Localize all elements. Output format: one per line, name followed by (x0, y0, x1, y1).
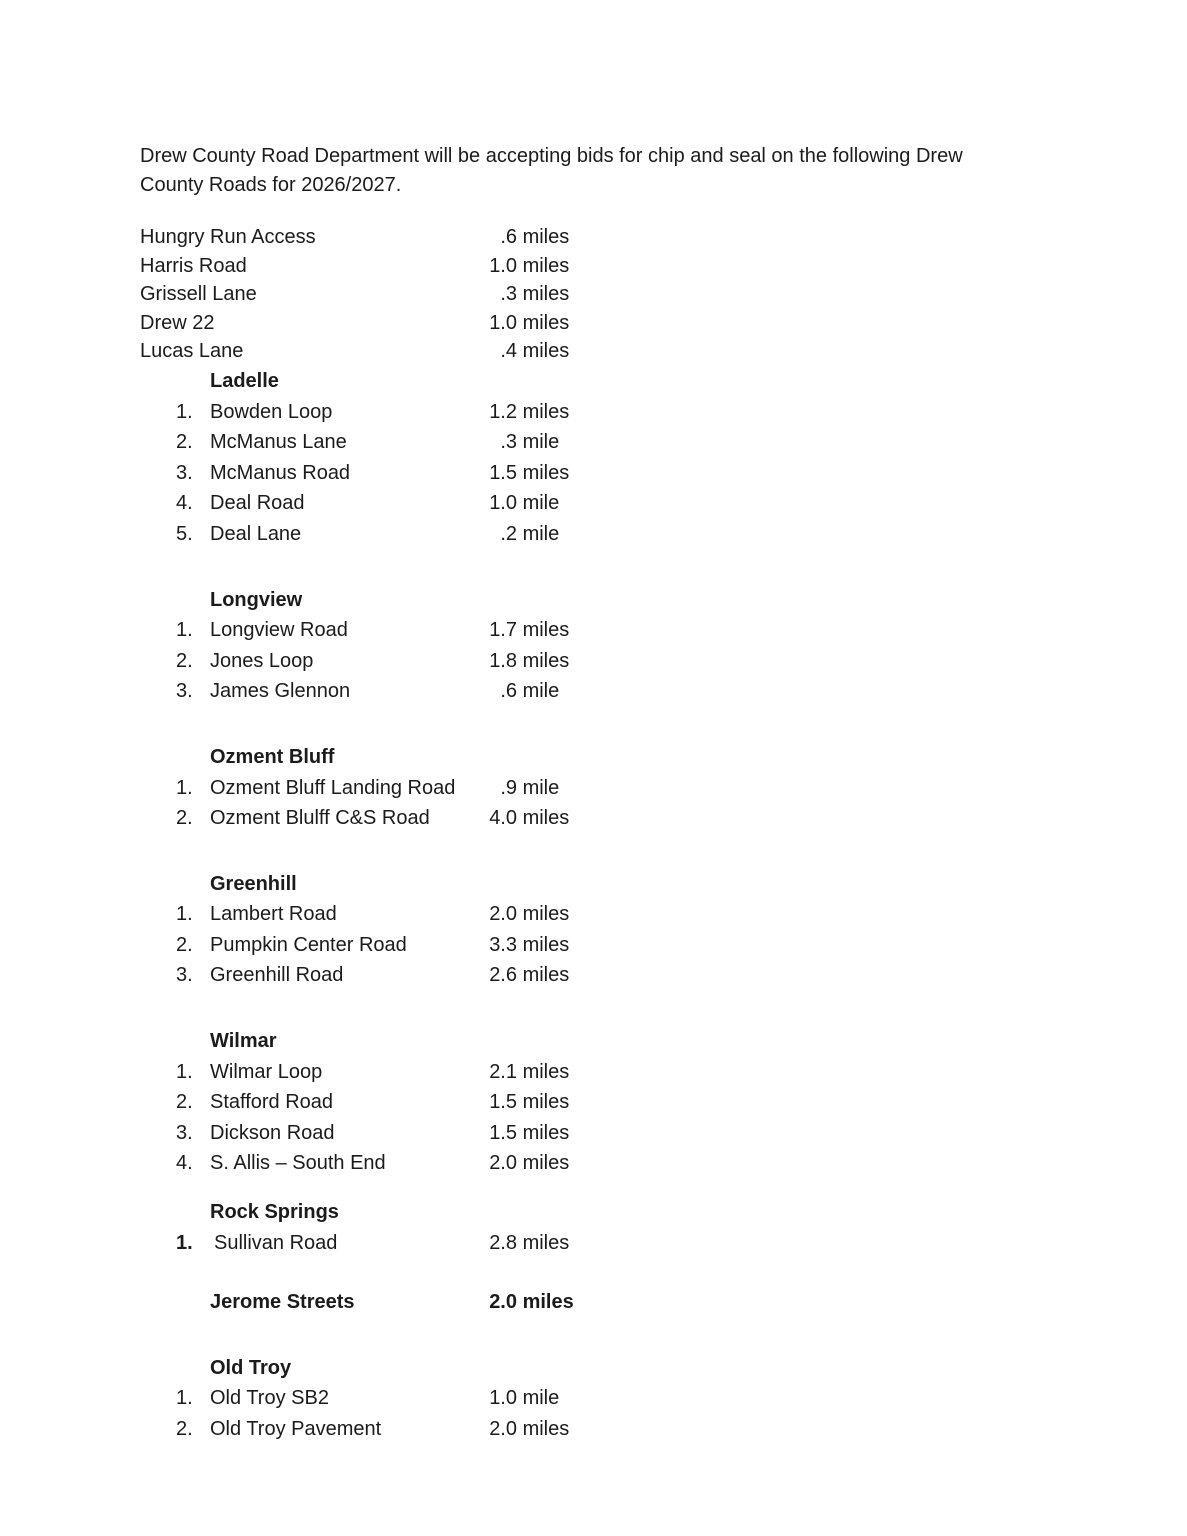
mileage (455, 1414, 569, 1445)
road-name: S. Allis – South End (210, 1152, 386, 1175)
road-name: Hungry Run Access (140, 226, 316, 248)
item-number: 1. (176, 776, 193, 799)
section-rock-springs (140, 1197, 1057, 1258)
road-name: Harris Road (140, 254, 247, 277)
mileage-value: .3 (500, 431, 517, 454)
road-row (140, 427, 1057, 458)
road-name: Lambert Road (210, 903, 337, 926)
mileage-value: .3 (500, 283, 517, 306)
road-name: Old Troy Pavement (210, 1418, 382, 1440)
mileage-value: 1.7 (489, 619, 517, 642)
road-row (140, 1087, 1057, 1118)
section-old-troy (140, 1353, 1057, 1445)
section-heading-row (140, 1026, 1057, 1057)
road-row (140, 803, 1057, 834)
road-row (140, 488, 1057, 519)
mileage (455, 309, 569, 338)
mileage (455, 1118, 569, 1149)
road-row (140, 930, 1057, 961)
section-ladelle (140, 366, 1057, 550)
mileage-value: .6 (500, 680, 517, 703)
section-heading: Ladelle (210, 369, 279, 392)
mileage-unit: miles (522, 1152, 570, 1175)
intro-line-1: Drew County Road Department will be accepting bids for chip and seal on the following Drew (140, 145, 963, 167)
intro-paragraph (140, 142, 1057, 200)
road-row (140, 1414, 1057, 1445)
road-name: Drew 22 (140, 311, 215, 334)
road-row (140, 309, 1057, 338)
section-heading: Wilmar (210, 1030, 277, 1053)
road-row (140, 615, 1057, 646)
mileage (455, 519, 559, 550)
section-heading: Rock Springs (210, 1201, 339, 1224)
mileage-unit: miles (522, 964, 570, 987)
item-number: 2. (176, 431, 193, 454)
section-heading: Ozment Bluff (210, 745, 335, 768)
mileage-unit: mile (522, 776, 560, 799)
section-longview (140, 585, 1057, 707)
mileage-unit: mile (522, 492, 560, 515)
mileage (455, 1148, 569, 1179)
mileage-value: .4 (500, 340, 517, 363)
mileage-value: 2.8 (489, 1231, 517, 1254)
road-name: Ozment Bluff Landing Road (210, 776, 456, 799)
mileage-unit: miles (522, 1291, 574, 1314)
road-row (140, 1148, 1057, 1179)
item-number: 1. (176, 1060, 193, 1083)
road-row (140, 223, 1057, 252)
mileage-value: 2.0 (489, 1152, 517, 1175)
road-name: Deal Road (210, 492, 305, 515)
item-number: 5. (176, 522, 193, 545)
road-name: Wilmar Loop (210, 1060, 323, 1083)
mileage-value: 2.6 (489, 964, 517, 987)
mileage-unit: mile (522, 680, 560, 703)
item-number: 2. (176, 807, 193, 830)
mileage-value: 1.5 (489, 1091, 517, 1114)
road-row (140, 646, 1057, 677)
item-number: 3. (176, 964, 193, 987)
mileage-unit: miles (522, 903, 570, 926)
mileage-unit: miles (522, 254, 570, 277)
section-heading-row (140, 585, 1057, 616)
mileage-value: 1.5 (489, 461, 517, 484)
mileage-value: 1.0 (489, 1387, 517, 1410)
road-name: Pumpkin Center Road (210, 933, 407, 956)
road-name: Jones Loop (210, 649, 314, 672)
section-heading-row (140, 742, 1057, 773)
mileage-unit: miles (522, 283, 570, 306)
mileage-unit: miles (522, 1418, 570, 1440)
section-heading-row (140, 1353, 1057, 1384)
mileage-value: 1.5 (489, 1121, 517, 1144)
mileage-value: 4.0 (489, 807, 517, 830)
mileage (455, 1228, 569, 1259)
road-name: Old Troy SB2 (210, 1387, 329, 1410)
mileage (455, 397, 569, 428)
mileage-unit: miles (522, 933, 570, 956)
section-heading-row (140, 869, 1057, 900)
mileage (455, 676, 559, 707)
mileage-value: 2.0 (489, 903, 517, 926)
road-row (140, 519, 1057, 550)
road-name: Bowden Loop (210, 400, 333, 423)
road-row (140, 1118, 1057, 1149)
mileage (455, 1087, 569, 1118)
mileage-value: 1.0 (489, 492, 517, 515)
road-name: McManus Lane (210, 431, 347, 454)
item-number: 3. (176, 1121, 193, 1144)
mileage (455, 1287, 574, 1318)
road-row (140, 676, 1057, 707)
mileage-value: 1.8 (489, 649, 517, 672)
section-heading: Jerome Streets (210, 1291, 355, 1314)
mileage (455, 615, 569, 646)
road-row (140, 397, 1057, 428)
section-heading-row (140, 1197, 1057, 1228)
mileage-value: .6 (500, 226, 517, 248)
mileage-unit: miles (522, 340, 570, 363)
section-heading-row (140, 1287, 1057, 1318)
road-name: James Glennon (210, 680, 351, 703)
mileage-value: 3.3 (489, 933, 517, 956)
section-wilmar (140, 1026, 1057, 1179)
mileage-unit: miles (522, 311, 570, 334)
road-row (140, 899, 1057, 930)
road-name: Stafford Road (210, 1091, 334, 1114)
mileage (455, 427, 559, 458)
road-row (140, 252, 1057, 281)
item-number: 1. (176, 903, 193, 926)
mileage-value: 1.2 (489, 400, 517, 423)
mileage-unit: miles (522, 1121, 570, 1144)
item-number: 1. (176, 1387, 193, 1410)
mileage (455, 773, 559, 804)
mileage (455, 803, 569, 834)
mileage (455, 252, 569, 281)
road-row (140, 1228, 1057, 1259)
mileage (455, 930, 569, 961)
mileage-unit: mile (522, 431, 560, 454)
section-heading: Longview (210, 588, 303, 611)
mileage (455, 488, 559, 519)
top-road-list (140, 223, 1057, 366)
item-number: 2. (176, 933, 193, 956)
road-row (140, 458, 1057, 489)
mileage (455, 337, 569, 366)
mileage-unit: miles (522, 1060, 570, 1083)
mileage-value: 1.0 (489, 311, 517, 334)
road-row (140, 773, 1057, 804)
road-row (140, 280, 1057, 309)
road-row (140, 1383, 1057, 1414)
road-name: McManus Road (210, 461, 351, 484)
item-number: 4. (176, 492, 193, 515)
mileage-unit: mile (522, 522, 560, 545)
mileage-unit: miles (522, 461, 570, 484)
mileage (455, 899, 569, 930)
mileage-value: 1.0 (489, 254, 517, 277)
item-number: 2. (176, 1418, 193, 1440)
mileage-unit: miles (522, 807, 570, 830)
road-name: Sullivan Road (214, 1231, 338, 1254)
item-number: 4. (176, 1152, 193, 1175)
mileage (455, 646, 569, 677)
item-number: 1. (176, 400, 193, 423)
item-number: 1. (176, 1231, 193, 1254)
item-number: 1. (176, 619, 193, 642)
mileage-value: .9 (500, 776, 517, 799)
mileage (455, 1057, 569, 1088)
road-name: Greenhill Road (210, 964, 344, 987)
road-name: Dickson Road (210, 1121, 335, 1144)
mileage (455, 1383, 559, 1414)
mileage-unit: miles (522, 619, 570, 642)
road-name: Longview Road (210, 619, 348, 642)
mileage-value: 2.1 (489, 1060, 517, 1083)
road-row (140, 337, 1057, 366)
road-name: Grissell Lane (140, 283, 257, 306)
mileage-value: .2 (500, 522, 517, 545)
road-row (140, 1057, 1057, 1088)
section-heading-row (140, 366, 1057, 397)
item-number: 3. (176, 461, 193, 484)
mileage-value: 2.0 (489, 1418, 517, 1440)
road-name: Ozment Blulff C&S Road (210, 807, 430, 830)
mileage (455, 458, 569, 489)
mileage-unit: miles (522, 1231, 570, 1254)
section-jerome-streets (140, 1287, 1057, 1318)
road-name: Lucas Lane (140, 340, 244, 363)
mileage-unit: miles (522, 1091, 570, 1114)
road-sections (140, 366, 1057, 1445)
mileage-unit: miles (522, 226, 570, 248)
road-name: Deal Lane (210, 522, 302, 545)
road-row (140, 960, 1057, 991)
item-number: 2. (176, 649, 193, 672)
section-ozment-bluff (140, 742, 1057, 834)
section-heading: Greenhill (210, 872, 297, 895)
mileage-unit: miles (522, 649, 570, 672)
mileage-value: 2.0 (489, 1291, 517, 1314)
mileage (455, 223, 569, 252)
item-number: 3. (176, 680, 193, 703)
mileage-unit: mile (522, 1387, 560, 1410)
mileage (455, 280, 569, 309)
item-number: 2. (176, 1091, 193, 1114)
mileage (455, 960, 569, 991)
intro-line-2: County Roads for 2026/2027. (140, 174, 402, 196)
section-greenhill (140, 869, 1057, 991)
mileage-unit: miles (522, 400, 570, 423)
section-heading: Old Troy (210, 1356, 292, 1379)
